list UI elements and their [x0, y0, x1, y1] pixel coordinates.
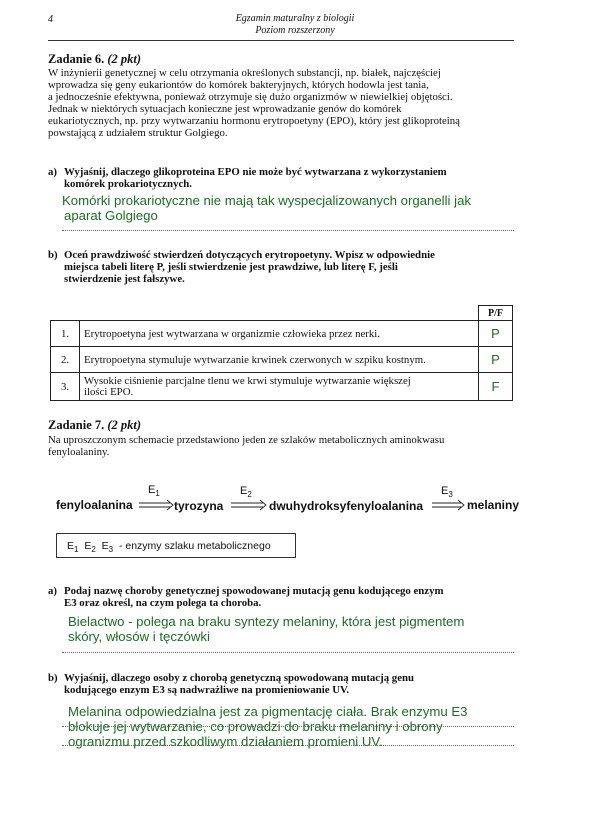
task7-question-b	[48, 672, 514, 696]
question-label: b)	[48, 249, 58, 261]
intro-line: Jednak w niektórych sytuacjach konieczne jest wprowadzanie genów do komórek	[48, 103, 402, 115]
pf-column-header: P/F	[479, 306, 513, 321]
enzyme-e3-label: $E_3$	[441, 485, 453, 500]
statement-line: ilości EPO.	[84, 385, 134, 398]
intro-line: wprowadza się geny eukariontów do komórek bakteryjnych, których hodowla jest tania,	[48, 79, 429, 91]
node-dwuhydroksyfenyloalanina: dwuhydroksyfenyloalanina	[269, 499, 424, 513]
row-number: 1.	[51, 321, 80, 347]
arrow-e2	[231, 500, 266, 510]
enzyme-e2-label: $E_2$	[240, 485, 252, 500]
intro-line: W inżynierii genetycznej w celu otrzymania określonych substancji, np. białek, najczęściej	[48, 67, 441, 79]
row-answer[interactable]: F	[479, 373, 513, 401]
question-line: Wyjaśnij, dlaczego glikoproteina EPO nie może być wytwarzana z wykorzystaniem	[64, 166, 447, 178]
row-answer[interactable]: P	[479, 347, 513, 373]
arrow-e1	[139, 500, 173, 510]
question-line: Wyjaśnij, dlaczego osoby z chorobą genetyczną spowodowaną mutacją genu	[64, 672, 414, 684]
node-melaniny: melaniny	[467, 498, 520, 512]
header-title: Egzamin maturalny z biologii	[235, 13, 355, 24]
statement-line: Wysokie ciśnienie parcjalne tlenu we krwi stymuluje wytwarzanie większej	[84, 374, 411, 387]
answer-line: skóry, włosów i tęczówki	[68, 629, 210, 644]
task7-question-a	[48, 585, 514, 609]
answer-dotted-line	[62, 745, 514, 746]
row-answer[interactable]: P	[479, 321, 513, 347]
answer-line: blokuje jej wytwarzanie, co prowadzi do braku melaniny i obrony	[68, 719, 443, 734]
answer-dotted-line	[62, 726, 514, 727]
answer-line: Komórki prokariotyczne nie mają tak wyspecjalizowanych organelli jak	[62, 193, 471, 208]
task7-answer-a	[68, 614, 518, 644]
intro-line: fenyloalaniny.	[48, 446, 110, 458]
task7-points: (2 pkt)	[107, 418, 142, 432]
answer-line: ogranizmu przed szkodliwym działaniem promieni UV.	[68, 734, 383, 749]
answer-line: aparat Golgiego	[64, 208, 158, 223]
legend-text: - enzymy szlaku metabolicznego	[118, 540, 271, 552]
question-line: E3 oraz określ, na czym polega ta choroba.	[64, 597, 262, 609]
answer-line: Melanina odpowiedzialna jest za pigmentację ciała. Brak enzymu E3	[68, 704, 468, 719]
question-line: miejsca tabeli literę P, jeśli stwierdzenie jest prawdziwe, lub literę F, jeśli	[64, 261, 398, 273]
enzyme-legend: $E_1$ $E_2$ $E_3$ - enzymy szlaku metabolicznego	[56, 533, 296, 558]
row-number: 3.	[51, 373, 80, 401]
question-label: a)	[48, 166, 57, 178]
intro-line: Na uproszczonym schemacie przedstawiono jeden ze szlaków metabolicznych aminokwasu	[48, 434, 445, 446]
header-subtitle: Poziom rozszerzony	[255, 25, 335, 36]
arrow-e3	[432, 500, 464, 510]
intro-line: a jednocześnie efektywna, ponieważ otrzymuje się dużo organizmów w niewielkiej objętości.	[48, 91, 453, 103]
task6-points: (2 pkt)	[107, 52, 142, 66]
row-statement: Erytropoetyna stymuluje wytwarzanie krwinek czerwonych w szpiku kostnym.	[80, 347, 479, 373]
page-number: 4	[48, 14, 53, 25]
task7-title-text: Zadanie 7.	[48, 418, 105, 432]
enzyme-e1-label: $E_1$	[148, 484, 160, 499]
question-line: Oceń prawdziwość stwierdzeń dotyczących erytropoetyny. Wpisz w odpowiednie	[64, 249, 435, 261]
answer-line: Bielactwo - polega na braku syntezy melaniny, która jest pigmentem	[68, 614, 465, 629]
question-line: Podaj nazwę choroby genetycznej spowodowanej mutacją genu kodującego enzym	[64, 585, 444, 597]
node-fenyloalanina: fenyloalanina	[56, 498, 133, 512]
question-line: kodującego enzym E3 są nadwrażliwe na promieniowanie UV.	[64, 684, 350, 696]
task6-title-text: Zadanie 6.	[48, 52, 105, 66]
question-label: b)	[48, 672, 58, 684]
node-tyrozyna: tyrozyna	[174, 499, 224, 513]
question-line: stwierdzenie jest fałszywe.	[64, 273, 185, 285]
answer-dotted-line	[62, 652, 514, 653]
row-statement: Erytropoetyna jest wytwarzana w organizmie człowieka przez nerki.	[80, 321, 479, 347]
question-line: komórek prokariotycznych.	[64, 178, 192, 190]
row-number: 2.	[51, 347, 80, 373]
intro-line: powstającą z udziałem struktur Golgiego.	[48, 127, 228, 139]
question-label: a)	[48, 585, 57, 597]
intro-line: eukariotycznych, np. przy wytwarzaniu hormonu erytropoetyny (EPO), który jest glikoproteiną	[48, 115, 460, 127]
